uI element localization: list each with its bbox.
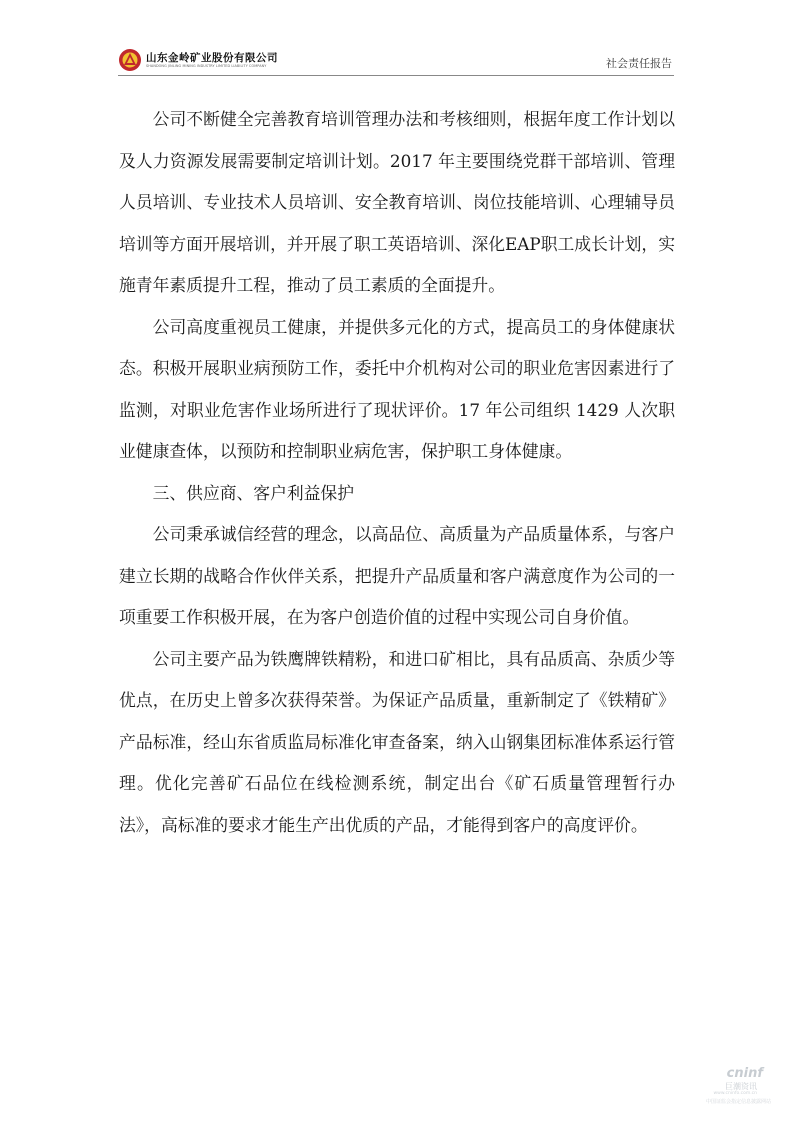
- page-header: [118, 46, 674, 76]
- section-heading-supplier-customer: 三、供应商、客户利益保护: [152, 482, 354, 503]
- company-logo-icon: [118, 48, 142, 72]
- cninf-logo-icon: cninf: [726, 1066, 763, 1081]
- header-divider: [118, 75, 674, 76]
- company-name-en: SHANDONG JINLING MINING INDUSTRY LIMITED LIABILITY COMPANY: [146, 64, 267, 68]
- watermark-tagline: 中国证监会指定信息披露网站: [705, 1099, 771, 1105]
- paragraph-integrity: 公司秉承诚信经营的理念，以高品位、高质量为产品质量体系，与客户建立长期的战略合作伙伴关系，把提升产品质量和客户满意度作为公司的一项重要工作积极开展，在为客户创造价值的过程中实现公司自身价值。: [119, 524, 675, 627]
- report-title: 社会责任报告: [606, 57, 672, 70]
- company-name: 山东金岭矿业股份有限公司: [146, 52, 278, 64]
- watermark-cn-name: 巨潮资讯: [725, 1082, 757, 1091]
- cninf-watermark: [691, 1066, 771, 1110]
- paragraph-health: 公司高度重视员工健康，并提供多元化的方式，提高员工的身体健康状态。积极开展职业病预防工作，委托中介机构对公司的职业危害因素进行了监测，对职业危害作业场所进行了现状评价。17 年公司组织 1429 人次职业健康查体，以预防和控制职业病危害，保护职工身体健康。: [119, 316, 675, 461]
- paragraph-product-quality: 公司主要产品为铁鹰牌铁精粉，和进口矿相比，具有品质高、杂质少等优点，在历史上曾多次获得荣誉。为保证产品质量，重新制定了《铁精矿》产品标准，经山东省质监局标准化审查备案，纳入山钢集团标准体系运行管理。优化完善矿石品位在线检测系统，制定出台《矿石质量管理暂行办法》，高标准的要求才能生产出优质的产品，才能得到客户的高度评价。: [119, 648, 675, 835]
- paragraph-training: 公司不断健全完善教育培训管理办法和考核细则，根据年度工作计划以及人力资源发展需要制定培训计划。2017 年主要围绕党群干部培训、管理人员培训、专业技术人员培训、安全教育培训、岗位技能培训、心理辅导员培训等方面开展培训，并开展了职工英语培训、深化EAP职工成长计划，实施青年素质提升工程，推动了员工素质的全面提升。: [119, 109, 675, 295]
- watermark-url: www.cninfo.com.cn: [713, 1091, 757, 1096]
- document-body: [119, 99, 675, 846]
